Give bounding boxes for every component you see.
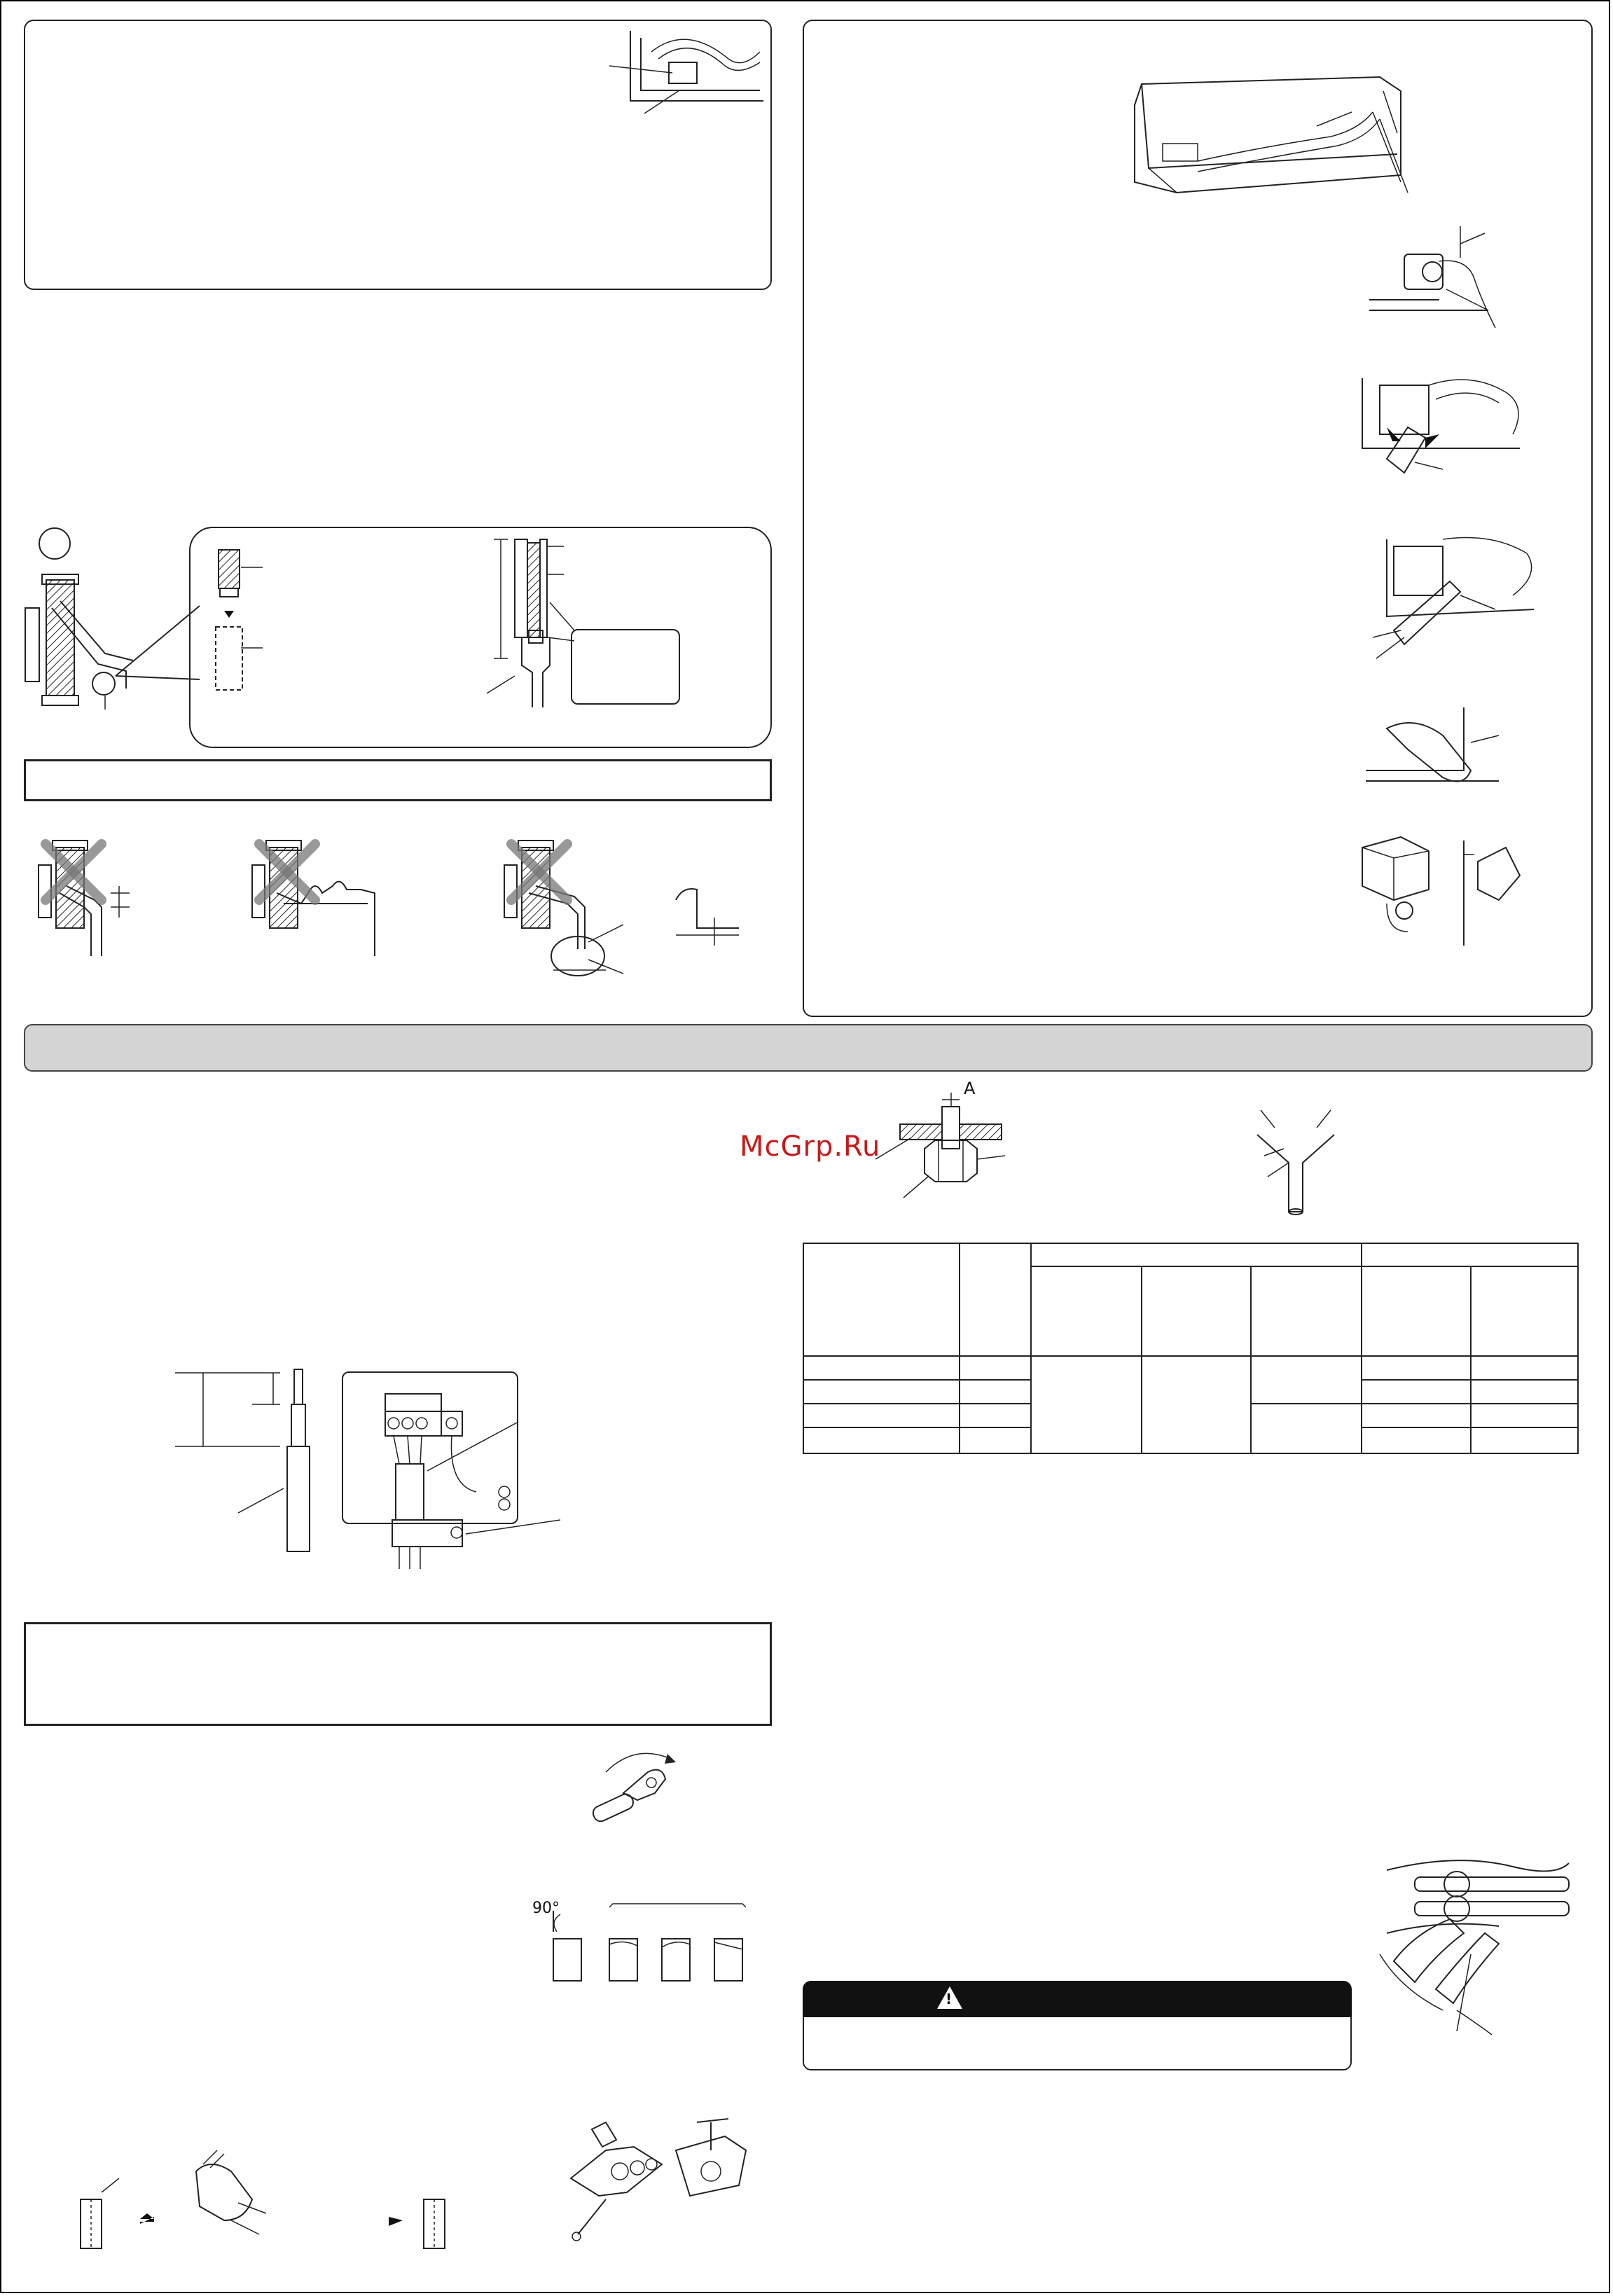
caution-banner bbox=[24, 759, 772, 801]
warning-header bbox=[803, 1981, 1352, 2017]
section-header-bar bbox=[24, 1024, 1593, 1072]
notice-box bbox=[24, 1622, 772, 1726]
pipe-connection-figure bbox=[210, 546, 280, 700]
wall-pipe-figure bbox=[21, 524, 126, 713]
improper-piping-3 bbox=[501, 837, 767, 998]
wire-strip-figure bbox=[168, 1366, 329, 1555]
step-figure-4 bbox=[1359, 700, 1513, 798]
step-figure-2 bbox=[1359, 371, 1527, 490]
dimension-a-label: A bbox=[964, 1079, 976, 1098]
warning-exclamation-icon: ! bbox=[946, 1991, 953, 2007]
flare-nut-figure bbox=[868, 1093, 1009, 1205]
pipe-cut-quality-figure bbox=[532, 1904, 756, 1988]
callout-pointer bbox=[112, 602, 203, 679]
warning-body bbox=[803, 2017, 1352, 2070]
step-figure-1 bbox=[1362, 223, 1502, 335]
step-figure-5 bbox=[1359, 834, 1520, 953]
flare-angle-figure bbox=[1250, 1107, 1341, 1219]
pipe-cutter-figure bbox=[585, 1744, 697, 1835]
step-figure-3 bbox=[1373, 532, 1541, 665]
angle-90-label: 90° bbox=[532, 1900, 560, 1917]
flaring-tools-figure bbox=[564, 2108, 767, 2248]
flare-spec-table bbox=[803, 1243, 1579, 1454]
torque-wrench-figure bbox=[1373, 1849, 1590, 2038]
terminal-block-figure bbox=[378, 1387, 574, 1576]
note-pointer bbox=[546, 599, 588, 641]
indoor-unit-figure bbox=[1121, 70, 1415, 203]
improper-piping-1 bbox=[35, 837, 147, 963]
watermark: McGrp.Ru bbox=[740, 1130, 881, 1163]
improper-piping-2 bbox=[249, 837, 389, 963]
drain-outlet-figure bbox=[602, 24, 768, 115]
reaming-process-figure bbox=[70, 2115, 490, 2255]
